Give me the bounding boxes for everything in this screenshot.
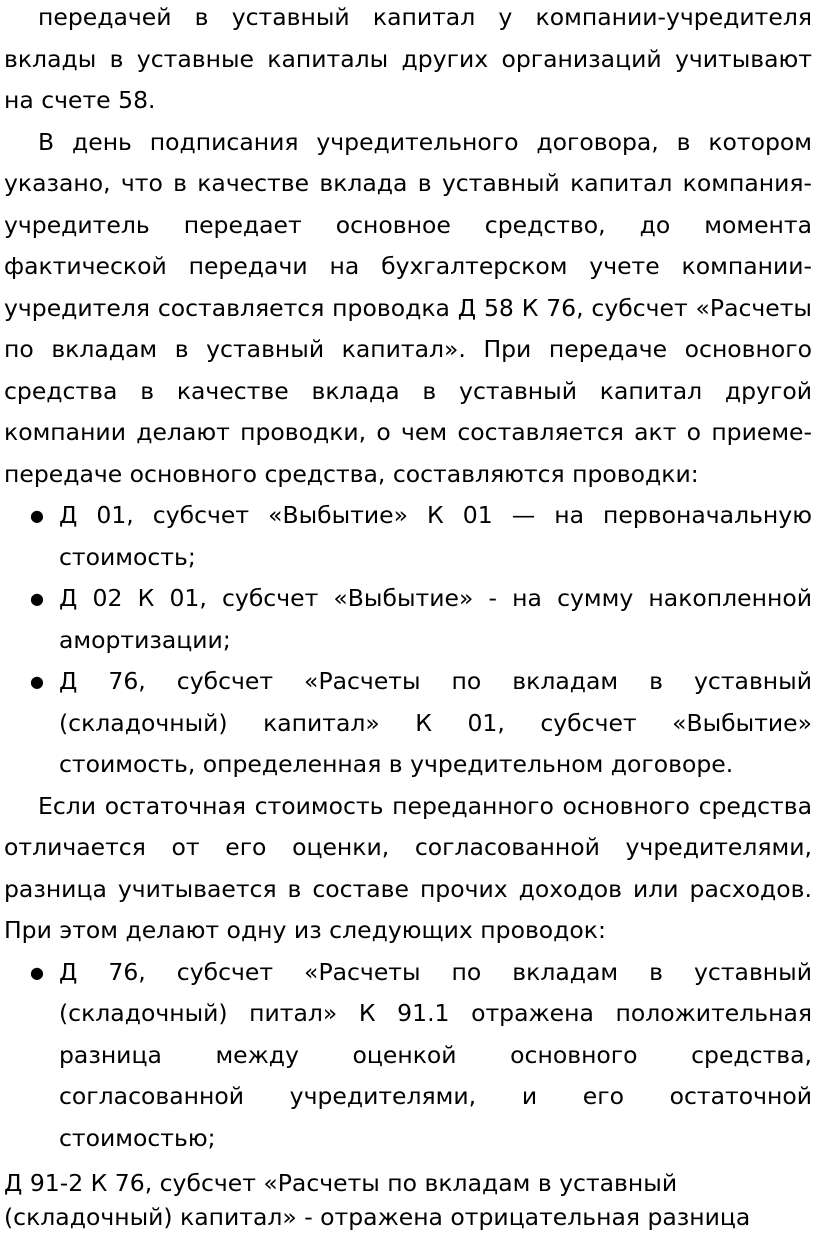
list-item	[4, 952, 812, 1160]
bullet-list-postings	[4, 495, 812, 786]
paragraph-founding-agreement: В день подписания учредительного договора, в котором указано, что в качестве вклада в уставный капитал компания-учредитель передает основное средство, до момента фактической передачи на бухгалтерском учете компании-учредителя составляется проводка Д 58 К 76, субсчет «Расчеты по вкладам в уставный капитал». При передаче основного средства в качестве вклада в уставный капитал другой компании делают проводки, о чем составляется акт о приеме-передаче основного средства, составляются проводки:	[4, 127, 812, 488]
list-item-text: Д 01, субсчет «Выбытие» К 01 — на первоначальную стоимость;	[59, 501, 812, 571]
list-item	[4, 578, 812, 661]
paragraph-intro: передачей в уставный капитал у компании-учредителя вклады в уставные капиталы других организаций учитывают на счете 58.	[4, 3, 812, 114]
paragraph-negative-difference: Д 91-2 К 76, субсчет «Расчеты по вкладам в уставный (складочный) капитал» - отражена отрицательная разница	[4, 1169, 751, 1231]
list-item	[4, 495, 812, 578]
bullet-icon: ●	[30, 962, 44, 982]
bullet-icon: ●	[30, 589, 44, 608]
list-item-text: Д 02 К 01, субсчет «Выбытие» - на сумму накопленной амортизации;	[59, 584, 812, 654]
list-item-text: Д 76, субсчет «Расчеты по вкладам в уставный (складочный) питал» К 91.1 отражена положительная разница между оценкой основного средства, согласованной учредителями, и его остаточной стоимостью;	[59, 957, 812, 1152]
bullet-icon: ●	[30, 672, 44, 691]
paragraph-residual-value: Если остаточная стоимость переданного основного средства отличается от его оценки, согласованной учредителями, разница учитывается в составе прочих доходов или расходов. При этом делают одну из следующих проводок:	[4, 791, 812, 944]
bullet-list-difference	[4, 952, 812, 1160]
bullet-icon: ●	[30, 506, 44, 525]
list-item-text: Д 76, субсчет «Расчеты по вкладам в уставный (складочный) капитал» К 01, субсчет «Выбытие» стоимость, определенная в учредительном договоре.	[59, 667, 812, 778]
list-item	[4, 661, 812, 786]
